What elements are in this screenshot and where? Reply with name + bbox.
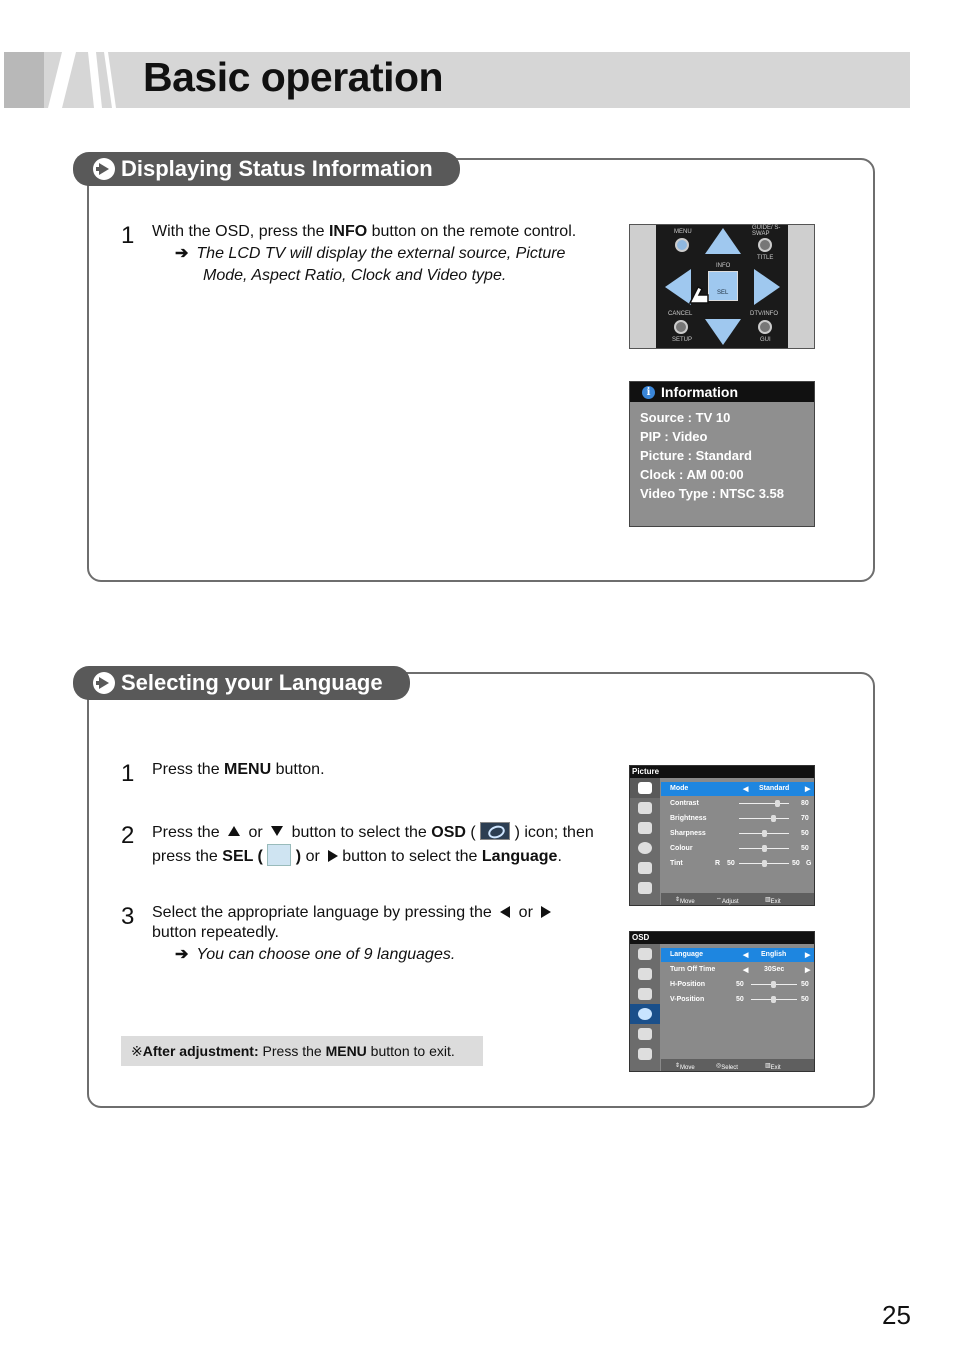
setup-icon (630, 818, 660, 838)
menu-icon (675, 238, 689, 252)
page-number: 25 (882, 1300, 911, 1330)
step-note: ➔ You can choose one of 9 languages. (175, 946, 456, 963)
right-triangle-icon (541, 906, 551, 918)
menu-row-h-position: H-Position 50 50 (670, 981, 809, 988)
step-note: ➔ The LCD TV will display the external source, Picture Mode, Aspect Ratio, Clock and Video type. (175, 245, 566, 284)
picture-menu-screenshot (629, 765, 815, 906)
step-number: 1 (121, 222, 135, 249)
sound-icon (630, 798, 660, 818)
section-tab-status-info (73, 152, 460, 186)
menu-footer: ⇕ Move ◎ Select ▥ Exit (661, 1059, 814, 1071)
right-arrow-icon (754, 269, 780, 305)
step-text: Select the appropriate language by pressing the or button repeatedly. (152, 903, 622, 943)
info-panel-header: i Information (630, 382, 814, 402)
info-line: Picture : Standard (640, 448, 752, 463)
info-line: Video Type : NTSC 3.58 (640, 486, 785, 501)
osd-menu-screenshot (629, 931, 815, 1072)
menu-row-brightness: Brightness 70 (670, 815, 809, 822)
step-text: Press the MENU button. (152, 761, 325, 778)
picture-icon (630, 944, 660, 964)
menu-row-colour: Colour 50 (670, 845, 809, 852)
menu-icon-column (630, 778, 660, 905)
arrow-circle-icon (93, 158, 115, 180)
tip-box: ※After adjustment: Press the MENU button to exit. (121, 1036, 483, 1066)
menu-row-tint: Tint R 50 50 G (670, 860, 812, 867)
page-title: Basic operation (143, 54, 444, 100)
left-triangle-icon (500, 906, 510, 918)
section-title: Displaying Status Information (121, 156, 433, 181)
right-triangle-icon (328, 850, 338, 862)
remote-control-image: MENU GUIDE/ S-SWAP TITLE INFO SEL CANCEL DTV/INFO SETUP GUI (629, 224, 815, 349)
osd-icon (630, 838, 660, 858)
menu-row-language: Language ◀ English ▶ (661, 948, 814, 962)
info-line: Source : TV 10 (640, 410, 731, 425)
setup-icon (630, 984, 660, 1004)
step-text: Press the or button to select the OSD ( ) icon; then press the SEL ( ) or button to select the Language. (152, 824, 594, 865)
feature-icon (630, 858, 660, 878)
menu-row-contrast: Contrast 80 (670, 800, 809, 807)
right-arrow-icon: ➔ (175, 245, 189, 262)
step-number: 2 (121, 822, 135, 849)
menu-row-turn-off-time: Turn Off Time ◀ 30Sec ▶ (670, 966, 811, 974)
step-text: With the OSD, press the INFO button on the remote control. (152, 223, 577, 240)
picture-icon (630, 778, 660, 798)
header-band (4, 52, 910, 108)
arrow-circle-icon (93, 672, 115, 694)
channel-icon (630, 1044, 660, 1064)
reference-mark-icon: ※ (131, 1043, 143, 1059)
down-arrow-icon (705, 319, 741, 345)
osd-icon (630, 1004, 660, 1024)
menu-row-v-position: V-Position 50 50 (670, 996, 809, 1003)
dtv-info-button-icon (758, 320, 772, 334)
guide-button-icon (758, 238, 772, 252)
menu-row-mode: Mode ◀ Standard ▶ (661, 782, 814, 796)
sel-icon (267, 844, 291, 866)
information-panel (629, 381, 815, 527)
info-line: PIP : Video (640, 429, 708, 444)
down-triangle-icon (271, 826, 283, 836)
menu-footer: ⇕ Move ⇔ Adjust ▥ Exit (661, 893, 814, 905)
menu-title: Picture (630, 766, 814, 778)
section-title: Selecting your Language (121, 670, 383, 695)
sound-icon (630, 964, 660, 984)
right-arrow-icon: ➔ (175, 946, 189, 963)
up-triangle-icon (228, 826, 240, 836)
up-arrow-icon (705, 228, 741, 254)
menu-icon-column (630, 944, 660, 1071)
section-tab-language (73, 666, 410, 700)
feature-icon (630, 1024, 660, 1044)
menu-title: OSD (630, 932, 814, 944)
header-stripes (4, 52, 124, 108)
step-number: 3 (121, 903, 135, 930)
menu-row-sharpness: Sharpness 50 (670, 830, 809, 837)
cancel-button-icon (674, 320, 688, 334)
hand-pointer-icon (686, 283, 712, 309)
channel-icon (630, 878, 660, 898)
osd-icon (480, 822, 510, 840)
sel-button-icon: SEL (708, 271, 738, 301)
info-line: Clock : AM 00:00 (640, 467, 744, 482)
info-icon: i (642, 386, 655, 399)
step-number: 1 (121, 760, 135, 787)
